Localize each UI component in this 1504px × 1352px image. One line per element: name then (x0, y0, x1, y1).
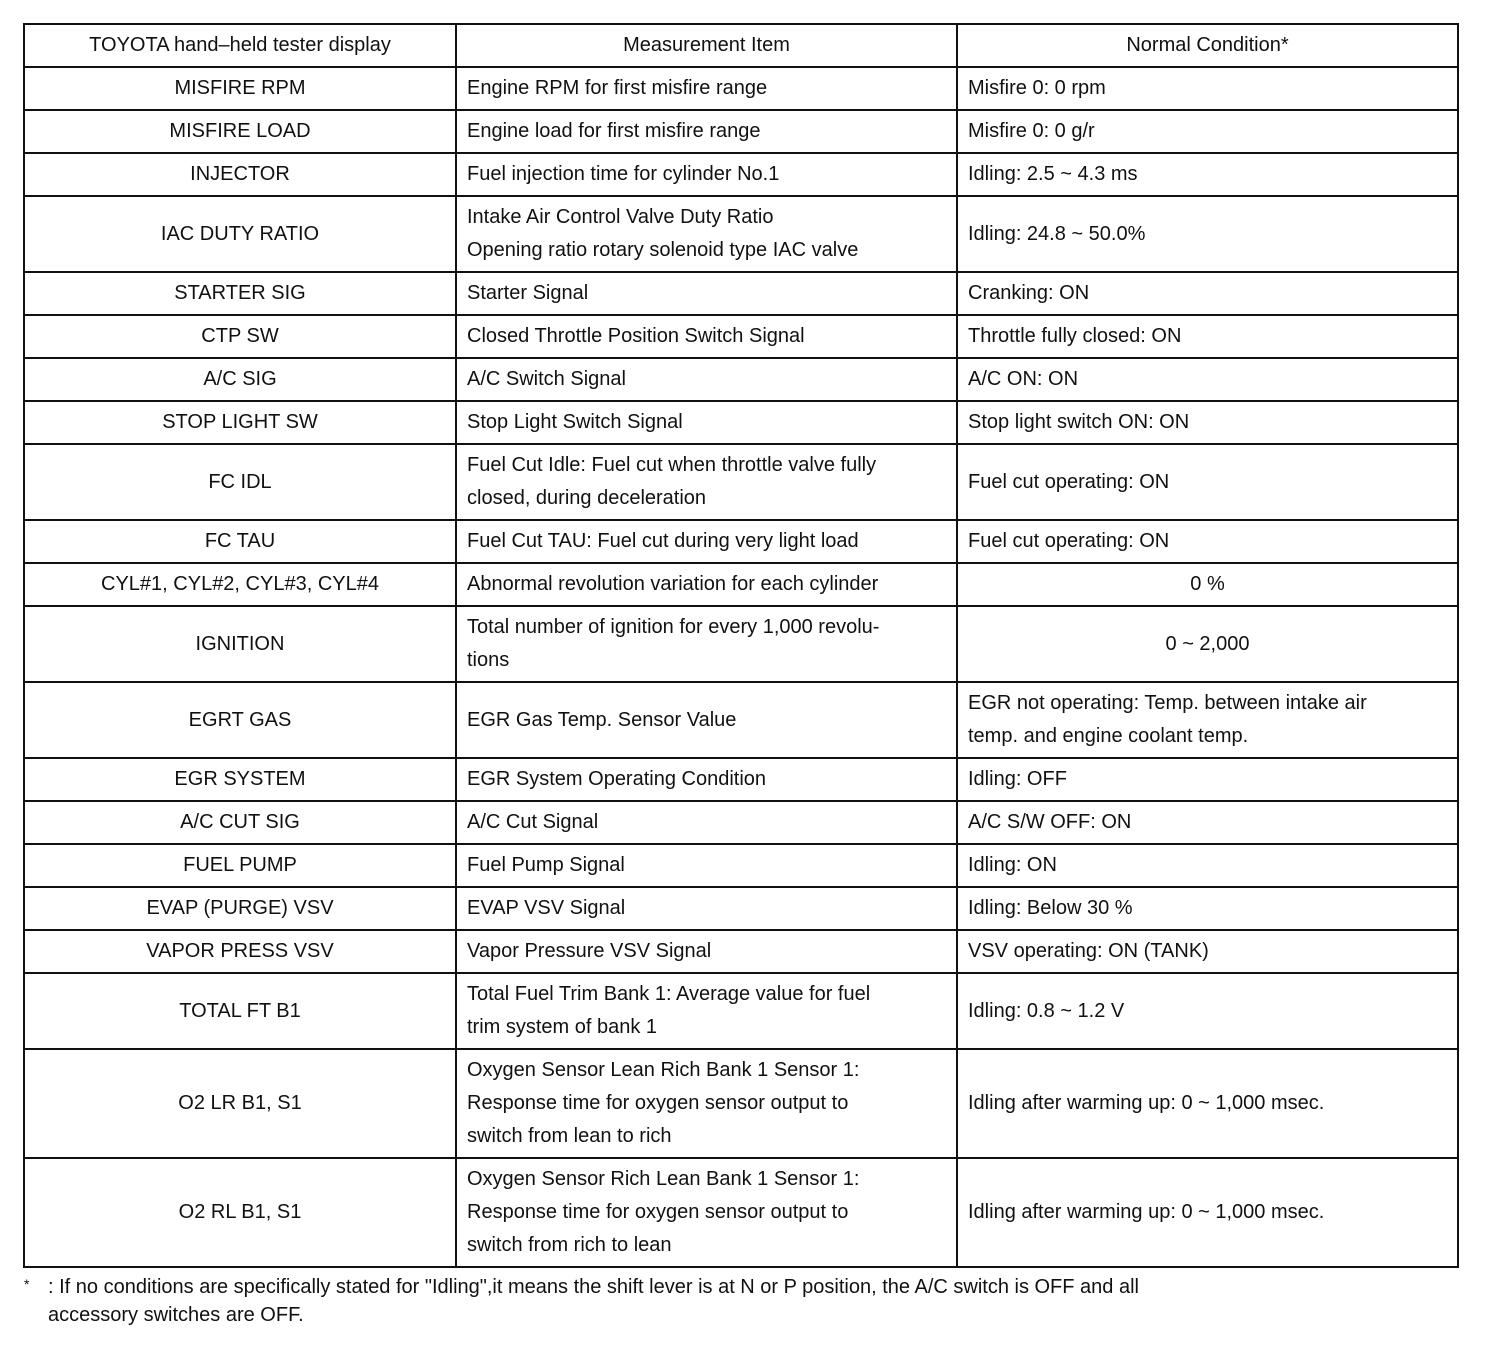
header-measurement-item: Measurement Item (456, 24, 957, 67)
cell-measurement-item: Vapor Pressure VSV Signal (456, 930, 957, 973)
cell-measurement-item: Stop Light Switch Signal (456, 401, 957, 444)
cell-normal-condition: 0 % (957, 563, 1458, 606)
cell-tester-display: FC TAU (24, 520, 456, 563)
cell-normal-condition: Idling: 24.8 ~ 50.0% (957, 196, 1458, 272)
table-row (24, 844, 1458, 887)
cell-normal-condition: Idling after warming up: 0 ~ 1,000 msec. (957, 1158, 1458, 1267)
cell-tester-display: FC IDL (24, 444, 456, 520)
cell-measurement-item: Fuel Cut TAU: Fuel cut during very light load (456, 520, 957, 563)
cell-normal-condition: Idling: 0.8 ~ 1.2 V (957, 973, 1458, 1049)
table-row (24, 315, 1458, 358)
table-row (24, 801, 1458, 844)
cell-normal-condition: EGR not operating: Temp. between intake air temp. and engine coolant temp. (957, 682, 1458, 758)
table-row (24, 606, 1458, 682)
cell-measurement-item: Intake Air Control Valve Duty Ratio Opening ratio rotary solenoid type IAC valve (456, 196, 957, 272)
cell-tester-display: IAC DUTY RATIO (24, 196, 456, 272)
cell-measurement-item: Total Fuel Trim Bank 1: Average value for fuel trim system of bank 1 (456, 973, 957, 1049)
table-row (24, 444, 1458, 520)
cell-normal-condition: Idling after warming up: 0 ~ 1,000 msec. (957, 1049, 1458, 1158)
cell-measurement-item: Starter Signal (456, 272, 957, 315)
table-row (24, 973, 1458, 1049)
cell-tester-display: EGR SYSTEM (24, 758, 456, 801)
table-row (24, 358, 1458, 401)
table-row (24, 682, 1458, 758)
tester-data-table (23, 23, 1459, 1268)
cell-measurement-item: Fuel Cut Idle: Fuel cut when throttle valve fully closed, during deceleration (456, 444, 957, 520)
cell-measurement-item: EGR Gas Temp. Sensor Value (456, 682, 957, 758)
cell-tester-display: EGRT GAS (24, 682, 456, 758)
cell-measurement-item: EVAP VSV Signal (456, 887, 957, 930)
table-row (24, 67, 1458, 110)
table-row (24, 930, 1458, 973)
cell-tester-display: MISFIRE RPM (24, 67, 456, 110)
cell-tester-display: EVAP (PURGE) VSV (24, 887, 456, 930)
table-header-row (24, 24, 1458, 67)
cell-measurement-item: Oxygen Sensor Lean Rich Bank 1 Sensor 1: Response time for oxygen sensor output to switch from lean to rich (456, 1049, 957, 1158)
cell-tester-display: VAPOR PRESS VSV (24, 930, 456, 973)
table-row (24, 887, 1458, 930)
cell-tester-display: STOP LIGHT SW (24, 401, 456, 444)
cell-normal-condition: Throttle fully closed: ON (957, 315, 1458, 358)
cell-tester-display: INJECTOR (24, 153, 456, 196)
cell-tester-display: CTP SW (24, 315, 456, 358)
table-row (24, 563, 1458, 606)
cell-normal-condition: Misfire 0: 0 g/r (957, 110, 1458, 153)
cell-tester-display: FUEL PUMP (24, 844, 456, 887)
cell-normal-condition: Stop light switch ON: ON (957, 401, 1458, 444)
footnote-text: : If no conditions are specifically stated for "Idling",it means the shift lever is at N or P position, the A/C switch is OFF and all accessory switches are OFF. (48, 1276, 1139, 1326)
cell-measurement-item: A/C Switch Signal (456, 358, 957, 401)
cell-measurement-item: A/C Cut Signal (456, 801, 957, 844)
cell-normal-condition: Idling: ON (957, 844, 1458, 887)
table-row (24, 196, 1458, 272)
cell-measurement-item: Engine load for first misfire range (456, 110, 957, 153)
cell-tester-display: TOTAL FT B1 (24, 973, 456, 1049)
cell-normal-condition: Idling: Below 30 % (957, 887, 1458, 930)
cell-tester-display: CYL#1, CYL#2, CYL#3, CYL#4 (24, 563, 456, 606)
table-row (24, 153, 1458, 196)
table-row (24, 1049, 1458, 1158)
cell-measurement-item: Fuel injection time for cylinder No.1 (456, 153, 957, 196)
cell-measurement-item: Closed Throttle Position Switch Signal (456, 315, 957, 358)
table-row (24, 758, 1458, 801)
cell-normal-condition: VSV operating: ON (TANK) (957, 930, 1458, 973)
cell-tester-display: STARTER SIG (24, 272, 456, 315)
header-tester-display: TOYOTA hand–held tester display (24, 24, 456, 67)
cell-normal-condition: Misfire 0: 0 rpm (957, 67, 1458, 110)
cell-tester-display: O2 RL B1, S1 (24, 1158, 456, 1267)
cell-normal-condition: Idling: 2.5 ~ 4.3 ms (957, 153, 1458, 196)
cell-measurement-item: Total number of ignition for every 1,000 revolu- tions (456, 606, 957, 682)
cell-measurement-item: Oxygen Sensor Rich Lean Bank 1 Sensor 1: Response time for oxygen sensor output to switch from rich to lean (456, 1158, 957, 1267)
cell-measurement-item: Engine RPM for first misfire range (456, 67, 957, 110)
cell-measurement-item: Fuel Pump Signal (456, 844, 957, 887)
cell-normal-condition: Cranking: ON (957, 272, 1458, 315)
cell-normal-condition: Idling: OFF (957, 758, 1458, 801)
cell-tester-display: MISFIRE LOAD (24, 110, 456, 153)
cell-tester-display: IGNITION (24, 606, 456, 682)
footnote-mark: * (24, 1276, 30, 1292)
table-row (24, 520, 1458, 563)
cell-tester-display: A/C SIG (24, 358, 456, 401)
table-row (24, 1158, 1458, 1267)
table-row (24, 110, 1458, 153)
header-normal-condition: Normal Condition* (957, 24, 1458, 67)
table-row (24, 272, 1458, 315)
cell-tester-display: O2 LR B1, S1 (24, 1049, 456, 1158)
table-row (24, 401, 1458, 444)
cell-measurement-item: Abnormal revolution variation for each cylinder (456, 563, 957, 606)
cell-tester-display: A/C CUT SIG (24, 801, 456, 844)
cell-normal-condition: A/C S/W OFF: ON (957, 801, 1458, 844)
cell-normal-condition: Fuel cut operating: ON (957, 444, 1458, 520)
cell-measurement-item: EGR System Operating Condition (456, 758, 957, 801)
cell-normal-condition: A/C ON: ON (957, 358, 1458, 401)
table-body (24, 67, 1458, 1267)
cell-normal-condition: 0 ~ 2,000 (957, 606, 1458, 682)
cell-normal-condition: Fuel cut operating: ON (957, 520, 1458, 563)
footnote (24, 1273, 1464, 1329)
